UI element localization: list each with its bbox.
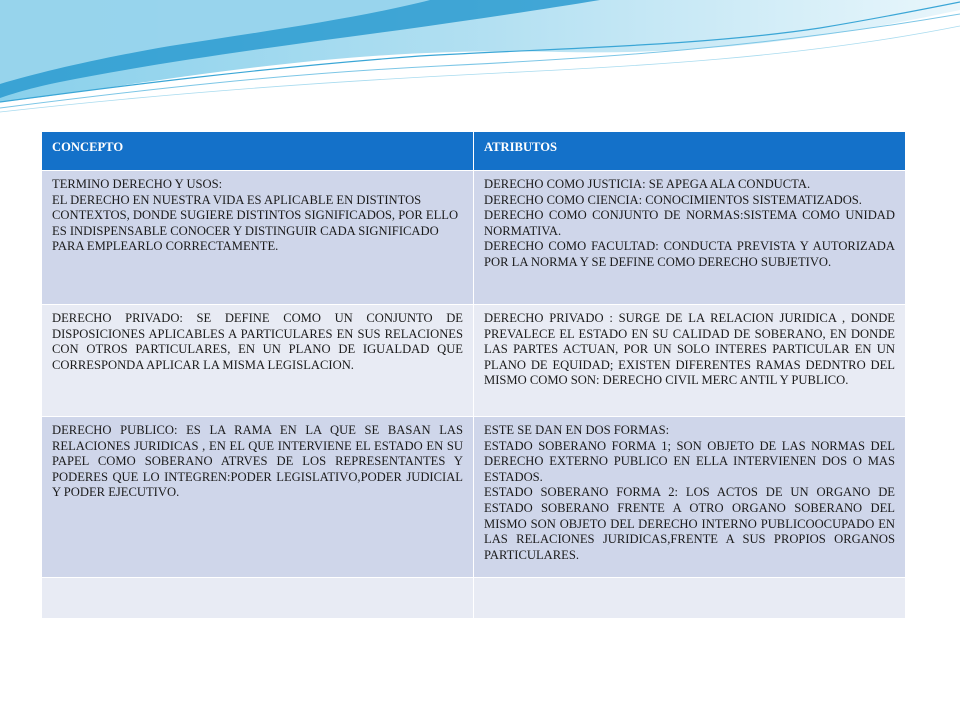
cell-text: ESTE SE DAN EN DOS FORMAS: xyxy=(484,423,670,437)
atributos-cell xyxy=(474,305,906,417)
table-row xyxy=(42,417,906,578)
cell-text: DERECHO PRIVADO: SE DEFINE COMO UN CONJUNTO DE DISPOSICIONES APLICABLES A PARTICULARES EN SUS RELACIONES CON OTROS PARTICULARES, EN UN PLANO DE IGUALDAD QUE CORRESPONDA APLICAR LA MISMA LEGISLACION. xyxy=(52,311,463,372)
empty-cell xyxy=(42,578,474,619)
concepto-cell xyxy=(42,171,474,305)
concepto-cell xyxy=(42,305,474,417)
cell-text: TERMINO DERECHO Y USOS: xyxy=(52,177,223,191)
header-concepto: CONCEPTO xyxy=(42,132,474,171)
table-row xyxy=(42,171,906,305)
table-header-row xyxy=(42,132,906,171)
empty-cell xyxy=(474,578,906,619)
decorative-wave-banner xyxy=(0,0,960,120)
atributos-cell xyxy=(474,417,906,578)
cell-text: DERECHO COMO CONJUNTO DE NORMAS:SISTEMA COMO UNIDAD NORMATIVA. xyxy=(484,208,895,238)
cell-text: ESTADO SOBERANO FORMA 1; SON OBJETO DE LAS NORMAS DEL DERECHO EXTERNO PUBLICO EN ELLA INTERVIENEN DOS O MAS ESTADOS. xyxy=(484,438,895,484)
cell-text: DERECHO COMO FACULTAD: CONDUCTA PREVISTA Y AUTORIZADA POR LA NORMA Y SE DEFINE COMO DERECHO SUBJETIVO. xyxy=(484,239,895,269)
concepts-table xyxy=(41,131,906,619)
cell-text: DERECHO PRIVADO : SURGE DE LA RELACION JURIDICA , DONDE PREVALECE EL ESTADO EN SU CALIDAD DE SOBERANO, EN DONDE LAS PARTES ACTUAN, POR UN SOLO INTERES PARTICULAR EN UN PLANO DE EQUIDAD; EXISTEN DIFERENTES RAMAS DEDNTRO DEL MISMO COMO SON: DERECHO CIVIL MERC ANTIL Y PUBLICO. xyxy=(484,311,895,388)
atributos-cell xyxy=(474,171,906,305)
cell-text: DERECHO PUBLICO: ES LA RAMA EN LA QUE SE BASAN LAS RELACIONES JURIDICAS , EN EL QUE INTERVIENE EL ESTADO EN SU PAPEL COMO SOBERANO ATRVES DE LOS REPRESENTANTES Y PODERES QUE LO INTEGREN:PODER LEGISLATIVO,PODER JUDICIAL Y PODER EJECUTIVO. xyxy=(52,423,463,500)
table-row-empty xyxy=(42,578,906,619)
header-atributos: ATRIBUTOS xyxy=(474,132,906,171)
cell-text: DERECHO COMO JUSTICIA: SE APEGA ALA CONDUCTA. xyxy=(484,177,811,191)
cell-text: ESTADO SOBERANO FORMA 2: LOS ACTOS DE UN ORGANO DE ESTADO SOBERANO FRENTE A OTRO ORGANO SOBERANO DEL MISMO SON OBJETO DEL DERECHO INTERNO PUBLICOOCUPADO EN LAS RELACIONES JURIDICAS,FRENTE A SUS PROPIOS ORGANOS PARTICULARES. xyxy=(484,485,895,562)
concepto-cell xyxy=(42,417,474,578)
cell-text: DERECHO COMO CIENCIA: CONOCIMIENTOS SISTEMATIZADOS. xyxy=(484,192,862,207)
table-row xyxy=(42,305,906,417)
cell-text: EL DERECHO EN NUESTRA VIDA ES APLICABLE EN DISTINTOS CONTEXTOS, DONDE SUGIERE DISTINTOS SIGNIFICADOS, POR ELLO ES INDISPENSABLE CONOCER Y DISTINGUIR CADA SIGNIFICADO PARA EMPLEARLO CORRECTAMENTE. xyxy=(52,192,459,254)
